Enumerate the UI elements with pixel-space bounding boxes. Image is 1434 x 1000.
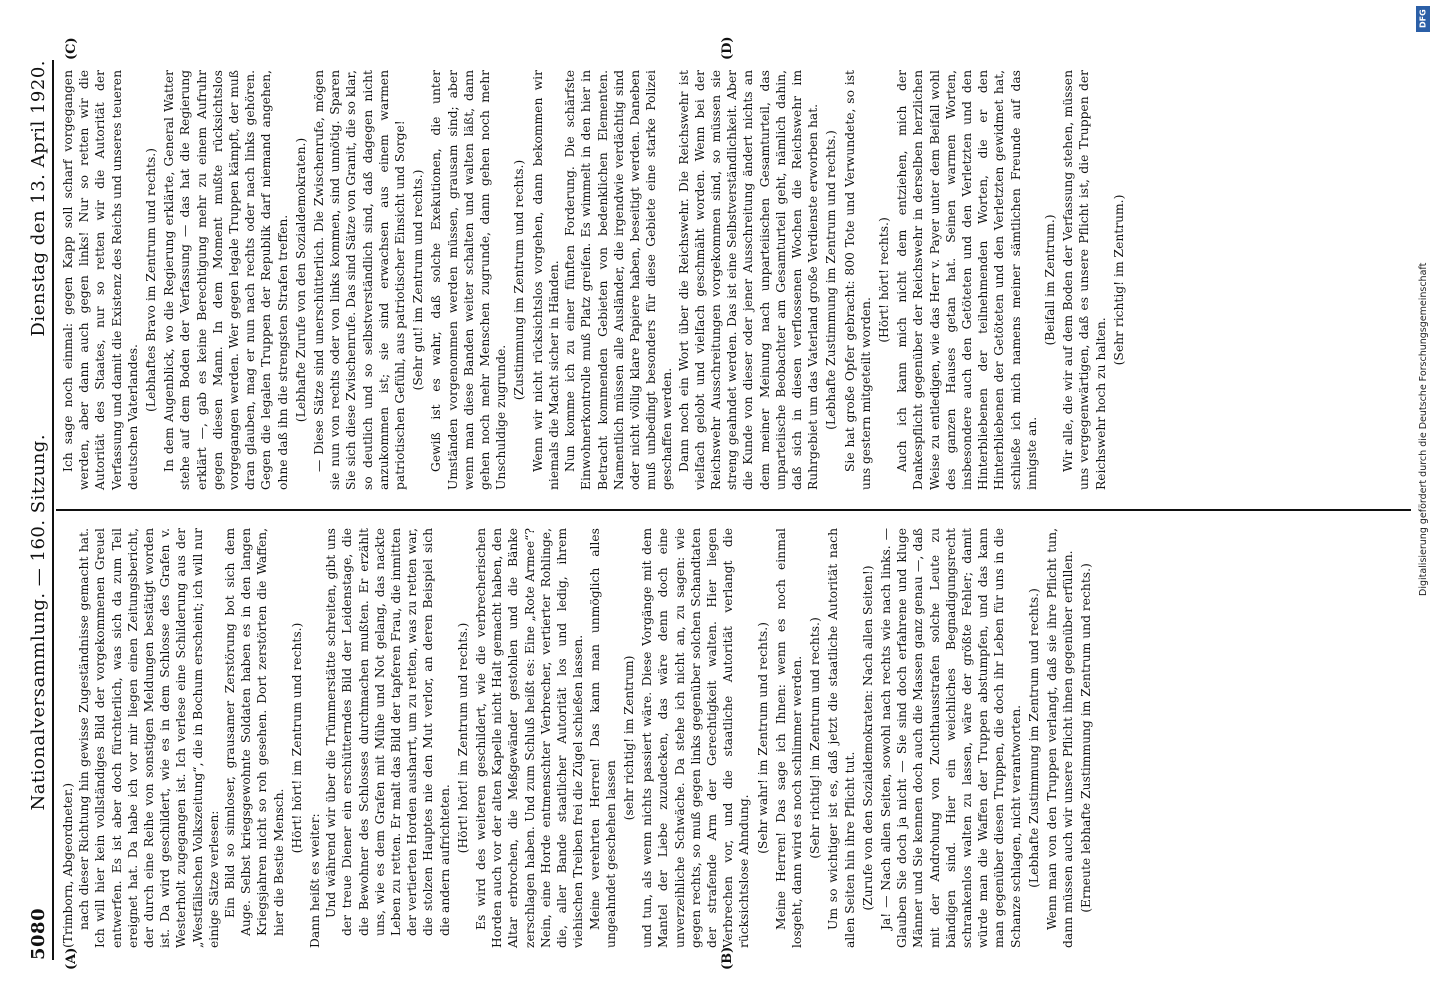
interjection: (Lebhafte Zurufe von den Sozialdemokraten.) bbox=[293, 137, 308, 423]
interjection: (Hört! hört! im Zentrum und rechts.) bbox=[455, 622, 470, 854]
interjection: (Hört! hört! rechts.) bbox=[876, 217, 891, 343]
page-number: 5080 bbox=[28, 907, 49, 960]
paragraph: Es wird des weiteren geschildert, wie die verbrecherischen Horden auch vor der alten Kapelle nicht Halt gemacht haben, den Altar erbrochen, die Meßgewänder gestohlen und die Bänke zerschlagen haben. Und zum Schluß heißt es: Eine „Rote Armee“? Nein, eine Horde entmenschter Verbrecher, vertierter Rohlinge, die, aller Bande staatlicher Autorität los und ledig, ihrem viehischen Treiben frei die Zügel schießen lassen. bbox=[474, 528, 586, 948]
interjection: (Lebhafte Zustimmung im Zentrum und rechts.) bbox=[1026, 588, 1041, 888]
paragraph: Sie hat große Opfer gebracht: 800 Tote und Verwundete, so ist uns gestern mitgeteilt worden. bbox=[842, 70, 873, 490]
interjection: (Lebhafte Zustimmung im Zentrum und rechts.) bbox=[824, 130, 839, 430]
interjection: (Zustimmung im Zentrum und rechts.) bbox=[512, 159, 527, 401]
paragraph: In dem Augenblick, wo die Regierung erklärte, General Watter stehe auf dem Boden der Verfassung — das hat die Regierung erklärt —, gab es keine Berechtigung mehr zu einem Aufruhr gegen diesen Mann. In dem Moment mußte rücksichtslos vorgegangen werden. Wer gegen legale Truppen kämpft, der muß dran glauben, mag er nun nach rechts oder nach links gehören. Gegen die legalen Truppen der Republik darf niemand angehen, ohne daß ihn die strengsten Strafen treffen. bbox=[162, 70, 290, 490]
digitization-note: Digitalisierung gefördert durch die Deutsche Forschungsgemeinschaft bbox=[1418, 262, 1429, 596]
interjection: (Lebhaftes Bravo im Zentrum und rechts.) bbox=[144, 148, 159, 412]
paragraph: Wenn wir nicht rücksichtslos vorgehen, dann bekommen wir niemals die Macht sicher in Händen. bbox=[530, 70, 561, 490]
paragraph: Meine Herren! Das sage ich Ihnen: wenn es noch einmal losgeht, dann wird es noch schlimmer werden. bbox=[773, 528, 804, 948]
paragraph: Ja! — Nach allen Seiten, sowohl nach rechts wie nach links. — Glauben Sie doch ja nicht — Sie sind doch erfahrene und kluge Männer und Sie kennen doch auch die Massen ganz genau —, daß mit der Androhung von Zuchthausstrafen solche Leute zu bändigen sind. Hier ein weichliches Begnadigungsrecht schrankenlos walten zu lassen, wäre der größte Fehler; damit würde man die Waffen der Truppen abstumpfen, und das kann man gegenüber diesen Truppen, die doch ihr Leben für uns in die Schanze schlagen, nicht verantworten. bbox=[878, 528, 1023, 948]
interjection: (Sehr wahr! im Zentrum und rechts.) bbox=[755, 622, 770, 854]
paragraph: Wir alle, die wir auf dem Boden der Verfassung stehen, müssen uns vergegenwärtigen, daß es unsere Pflicht ist, die Truppen der Reichswehr hoch zu halten. bbox=[1061, 70, 1108, 490]
paragraph: Um so wichtiger ist es, daß jetzt die staatliche Autorität nach allen Seiten hin ihre Pflicht tut. bbox=[826, 528, 857, 948]
page-header bbox=[18, 60, 54, 960]
paragraph: und tun, als wenn nichts passiert wäre. Diese Vorgänge mit dem Mantel der Liebe zuzudecken, das wäre denn doch eine unverzeihliche Schwäche. Da stehe ich nicht an, zu sagen: wie gegen rechts, so muß gegen links gegenüber solchen Schandtaten der strafende Arm der Gerechtigkeit walten. Hier liegen Verbrechen vor, und die staatliche Autorität verlangt die rücksichtslose Ahndung. bbox=[640, 528, 752, 948]
interjection: (Sehr richtig! im Zentrum und rechts.) bbox=[808, 617, 823, 859]
paragraph: Und während wir über die Trümmerstätte schreiten, gibt uns der treue Diener ein erschütterndes Bild der Leidenstage, die die Bewohner des Schlosses durchmachen mußten. Er erzählt uns, wie es dem Grafen mit Mühe und Not gelang, das nackte Leben zu retten. Er malt das Bild der tapferen Frau, die inmitten der vertierten Horden ausharrt, um zu retten, was zu retten war, die stolzen Hauptes nie den Mut verlor, an deren Beispiel sich die andern aufrichteten. bbox=[324, 528, 452, 936]
paragraph: Dann noch ein Wort über die Reichswehr. Die Reichswehr ist vielfach gelobt und vielfach geschmäht worden. Wenn bei der Reichswehr Ausschreitungen vorgekommen sind, so müssen sie streng geahndet werden. Das ist eine Selbstverständlichkeit. Aber die Kunde von dieser oder jener Ausschreitung ändert nichts an dem meiner Meinung nach unparteiischen Gesamturteil, das unparteiische Beobachter am Gesamturteil geht, nämlich dahin, daß sich in diesen verflossenen Wochen die Reichswehr im Ruhrgebiet um das Vaterland große Verdienste erworben hat. bbox=[676, 70, 821, 490]
interjection: (Sehr gut! im Zentrum und rechts.) bbox=[411, 169, 426, 391]
paragraph: Wenn man von den Truppen verlangt, daß sie ihre Pflicht tun, dann müssen auch wir unsere Pflicht ihnen gegenüber erfüllen. bbox=[1044, 528, 1076, 948]
paragraph: Gewiß ist es wahr, daß solche Exekutionen, die unter Umständen vorgenommen werden müssen, grausam sind; aber wenn man diese Banden weiter schalten und walten läßt, dann gehen noch mehr Menschen zugrunde, dann gehen noch mehr Unschuldige zugrunde. bbox=[429, 70, 509, 490]
interjection: (sehr richtig! im Zentrum) bbox=[621, 655, 636, 821]
page-date: Dienstag den 13. April 1920. bbox=[28, 60, 49, 337]
right-column bbox=[60, 70, 1129, 490]
dfg-logo: DFG bbox=[1416, 6, 1430, 32]
paragraph: nach dieser Richtung hin gewisse Zugeständnisse gemacht hat. Ich will hier kein vollständiges Bild der vorgekommenen Greuel entwerfen. Es ist aber doch fürchterlich, was sich da zum Teil ereignet hat. Da habe ich vor mir liegen einen Zeitungsbericht, der durch eine Reihe von sonstigen Meldungen bestätigt worden ist. Da wird geschildert, wie es in dem Schlosse des Grafen v. Westerholt zugegangen ist. Ich verlese eine Schilderung aus der „Westfälischen Volkszeitung“, die in Bochum erscheint; ich will nur einige Sätze verlesen: bbox=[77, 528, 221, 948]
speaker-label: (Trimborn, Abgeordneter.) bbox=[61, 782, 75, 948]
paragraph: Meine verehrten Herren! Das kann man unmöglich alles ungeahndet geschehen lassen bbox=[587, 528, 618, 948]
paragraph: — Diese Sätze sind unerschütterlich. Die Zwischenrufe, mögen sie nun von rechts oder von links kommen, sind unnötig. Sparen Sie sich diese Zwischenrufe. Das sind Sätze von Granit, die so klar, so deutlich und so selbstverständlich sind, daß dagegen nicht anzukommen ist; sie sind erwachsen aus einem warmen patriotischen Gefühl, aus patriotischer Einsicht und Sorge! bbox=[312, 70, 408, 490]
margin-marker-c: (C) bbox=[64, 37, 79, 60]
margin-marker-d: (D) bbox=[720, 36, 735, 60]
interjection: (Hört! hört! im Zentrum und rechts.) bbox=[289, 622, 304, 854]
margin-marker-a: (A) bbox=[64, 947, 79, 970]
paragraph: Dann heißt es weiter: bbox=[308, 813, 323, 948]
margin-marker-b: (B) bbox=[720, 946, 735, 970]
interjection: (Sehr richtig! im Zentrum.) bbox=[1111, 194, 1126, 366]
paragraph: Nun komme ich zu einer fünften Forderung. Die schärfste Einwohnerkontrolle muß Platz greifen. Es wimmelt in den hier in Betracht kommenden Gebieten von bedenklichen Elementen. Namentlich müssen alle Ausländer, die irgendwie verdächtig sind oder nicht völlig klare Papiere haben, beseitigt werden. Daneben muß unbedingt besonders für diese Gebiete eine starke Polizei geschaffen werden. bbox=[563, 70, 675, 490]
paragraph: Ein Bild so sinnloser, grausamer Zerstörung bot sich dem Auge. Selbst kriegsgewohnte Soldaten haben es in den langen Kriegsjahren nicht so roh gesehen. Dort zerstörten die Waffen, hier die Bestie Mensch. bbox=[223, 528, 286, 936]
paragraph: Auch ich kann mich nicht dem entziehen, mich der Dankespflicht gegenüber der Reichswehr in derselben herzlichen Weise zu entledigen, wie das Herr v. Payer unter dem Beifall wohl des ganzen Hauses getan hat. Seinen warmen Worten, insbesondere auch den Getöteten und den Verletzten und den Hinterbliebenen der teilnehmenden Worten, die er den Hinterbliebenen der Getöteten und den Verletzten gewidmet hat, schließe ich mich namens meiner sämtlichen Freunde auf das innigste an. bbox=[895, 70, 1039, 490]
page-title: Nationalversammlung. — 160. Sitzung. bbox=[28, 433, 49, 811]
interjection: (Erneute lebhafte Zustimmung im Zentrum und rechts.) bbox=[1079, 563, 1094, 913]
column-divider bbox=[56, 510, 1411, 512]
paragraph: Ich sage noch einmal: gegen Kapp soll scharf vorgegangen werden, aber dann auch gegen links! Nur so retten wir die Autorität des Staates, nur so retten wir die Autorität der Verfassung und damit die Existenz des Reichs und unseres teueren deutschen Vaterlandes. bbox=[61, 70, 140, 490]
interjection: (Beifall im Zentrum.) bbox=[1042, 214, 1057, 346]
interjection: (Zurufe von den Sozialdemokraten: Nach allen Seiten!) bbox=[860, 565, 875, 911]
left-column bbox=[60, 528, 1097, 948]
